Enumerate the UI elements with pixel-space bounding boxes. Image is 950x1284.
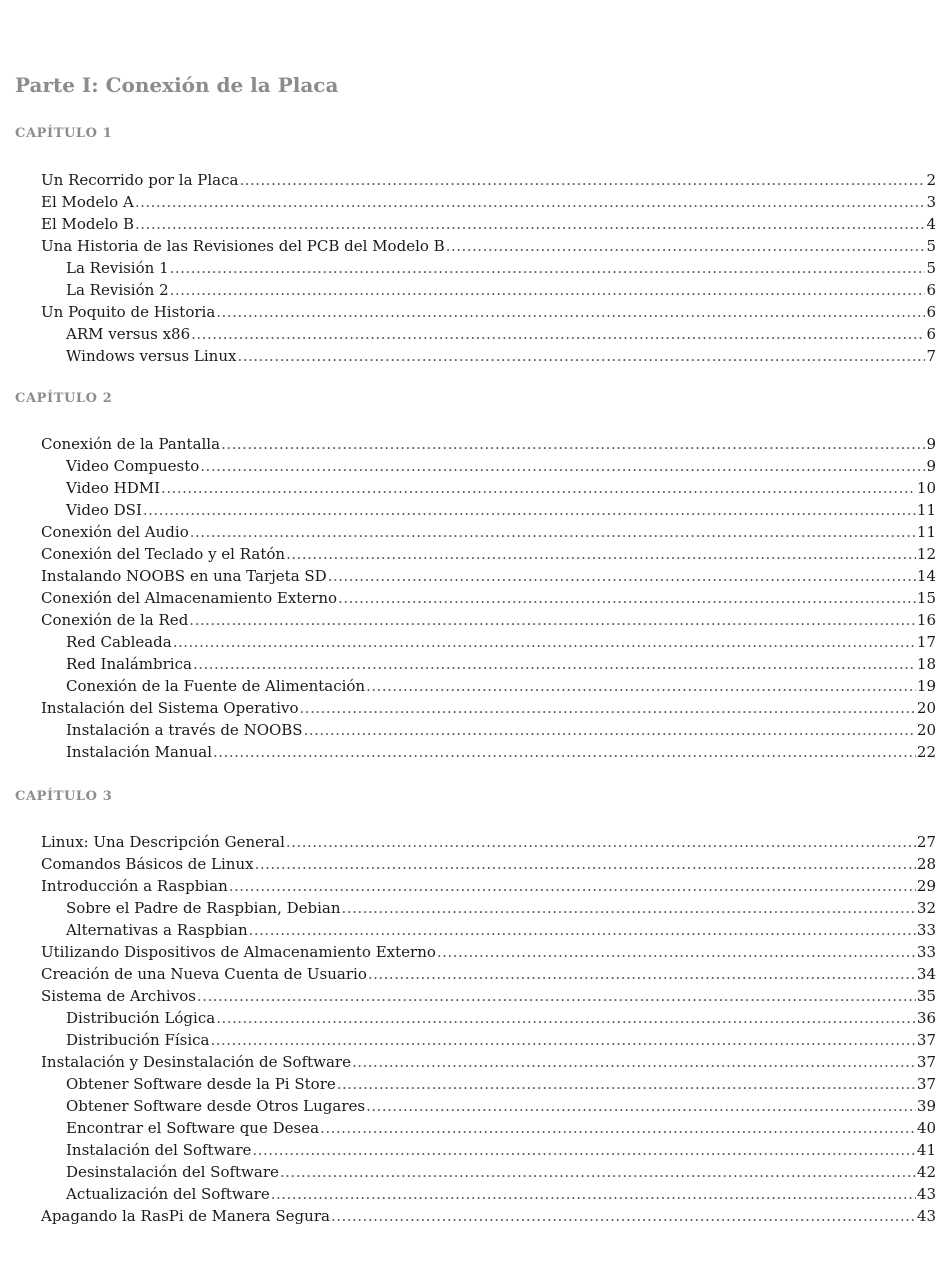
dot-leader bbox=[173, 631, 916, 653]
toc-entry[interactable] bbox=[66, 477, 936, 499]
toc-entry[interactable] bbox=[66, 1139, 936, 1161]
toc-entry-title: Conexión del Audio bbox=[41, 523, 189, 541]
toc-entry-page-number: 6 bbox=[926, 303, 936, 321]
toc-entry-page-number: 16 bbox=[916, 611, 936, 629]
toc-entry[interactable] bbox=[66, 1095, 936, 1117]
toc-entry[interactable] bbox=[41, 169, 936, 191]
toc-entry[interactable] bbox=[66, 1183, 936, 1205]
dot-leader bbox=[255, 853, 916, 875]
toc-entry[interactable] bbox=[41, 985, 936, 1007]
toc-entry-title: Conexión de la Pantalla bbox=[41, 435, 221, 453]
dot-leader bbox=[135, 191, 926, 213]
chapter-3-label: CAPÍTULO 3 bbox=[15, 789, 113, 804]
toc-entry[interactable] bbox=[41, 963, 936, 985]
toc-entry-title: Alternativas a Raspbian bbox=[66, 921, 248, 939]
toc-entry-page-number: 19 bbox=[916, 677, 936, 695]
toc-entry-title: Conexión del Teclado y el Ratón bbox=[41, 545, 286, 563]
toc-entry-title: El Modelo B bbox=[41, 215, 135, 233]
toc-entry-title: Introducción a Raspbian bbox=[41, 877, 228, 895]
toc-entry-title: ARM versus x86 bbox=[66, 325, 191, 343]
toc-entry-page-number: 10 bbox=[916, 479, 936, 497]
toc-entry-title: Video DSI bbox=[66, 501, 142, 519]
toc-entry[interactable] bbox=[66, 279, 936, 301]
dot-leader bbox=[221, 433, 925, 455]
toc-entry-page-number: 4 bbox=[926, 215, 936, 233]
toc-entry-page-number: 37 bbox=[916, 1053, 936, 1071]
dot-leader bbox=[239, 169, 925, 191]
toc-entry[interactable] bbox=[66, 499, 936, 521]
dot-leader bbox=[286, 543, 916, 565]
dot-leader bbox=[366, 675, 916, 697]
toc-entry-page-number: 2 bbox=[926, 171, 936, 189]
toc-entry-page-number: 12 bbox=[916, 545, 936, 563]
dot-leader bbox=[143, 499, 916, 521]
toc-entry[interactable] bbox=[41, 875, 936, 897]
toc-entry-title: Instalación Manual bbox=[66, 743, 213, 761]
dot-leader bbox=[437, 941, 916, 963]
toc-entry[interactable] bbox=[66, 631, 936, 653]
toc-entry[interactable] bbox=[66, 323, 936, 345]
toc-entry-page-number: 11 bbox=[916, 523, 936, 541]
chapter-1-label: CAPÍTULO 1 bbox=[15, 126, 113, 141]
toc-entry-title: Sobre el Padre de Raspbian, Debian bbox=[66, 899, 341, 917]
toc-entry[interactable] bbox=[41, 941, 936, 963]
toc-entry-page-number: 33 bbox=[916, 943, 936, 961]
toc-entry-page-number: 11 bbox=[916, 501, 936, 519]
toc-entry[interactable] bbox=[66, 1007, 936, 1029]
toc-entry-title: La Revisión 1 bbox=[66, 259, 169, 277]
toc-entry-page-number: 3 bbox=[926, 193, 936, 211]
toc-entry-page-number: 5 bbox=[926, 259, 936, 277]
toc-entry-title: Red Cableada bbox=[66, 633, 172, 651]
toc-entry-title: Distribución Física bbox=[66, 1031, 210, 1049]
toc-entry-title: Instalación a través de NOOBS bbox=[66, 721, 303, 739]
dot-leader bbox=[300, 697, 916, 719]
toc-entry-page-number: 36 bbox=[916, 1009, 936, 1027]
dot-leader bbox=[193, 653, 916, 675]
toc-entry-page-number: 41 bbox=[916, 1141, 936, 1159]
toc-entry[interactable] bbox=[41, 831, 936, 853]
dot-leader bbox=[366, 1095, 916, 1117]
toc-entry-page-number: 6 bbox=[926, 281, 936, 299]
toc-entry[interactable] bbox=[41, 543, 936, 565]
dot-leader bbox=[161, 477, 916, 499]
toc-entry[interactable] bbox=[66, 719, 936, 741]
toc-entry-title: Apagando la RasPi de Manera Segura bbox=[41, 1207, 330, 1225]
dot-leader bbox=[304, 719, 916, 741]
toc-entry[interactable] bbox=[66, 675, 936, 697]
dot-leader bbox=[197, 985, 916, 1007]
toc-entry-page-number: 9 bbox=[926, 457, 936, 475]
toc-entry[interactable] bbox=[66, 455, 936, 477]
toc-entry[interactable] bbox=[41, 697, 936, 719]
dot-leader bbox=[249, 919, 916, 941]
toc-entry[interactable] bbox=[66, 919, 936, 941]
dot-leader bbox=[331, 1205, 916, 1227]
toc-entry-title: Video Compuesto bbox=[66, 457, 200, 475]
toc-entry-title: Conexión del Almacenamiento Externo bbox=[41, 589, 338, 607]
dot-leader bbox=[342, 897, 916, 919]
dot-leader bbox=[229, 875, 916, 897]
dot-leader bbox=[320, 1117, 916, 1139]
toc-entry[interactable] bbox=[41, 235, 936, 257]
dot-leader bbox=[286, 831, 916, 853]
toc-entry-page-number: 39 bbox=[916, 1097, 936, 1115]
toc-entry[interactable] bbox=[66, 1073, 936, 1095]
dot-leader bbox=[337, 1073, 916, 1095]
toc-entry-page-number: 7 bbox=[926, 347, 936, 365]
toc-entry-page-number: 32 bbox=[916, 899, 936, 917]
toc-entry-title: Comandos Básicos de Linux bbox=[41, 855, 254, 873]
dot-leader bbox=[200, 455, 925, 477]
dot-leader bbox=[338, 587, 916, 609]
toc-entry-page-number: 17 bbox=[916, 633, 936, 651]
toc-entry[interactable] bbox=[41, 853, 936, 875]
toc-entry[interactable] bbox=[66, 741, 936, 763]
toc-entry-title: Obtener Software desde Otros Lugares bbox=[66, 1097, 366, 1115]
dot-leader bbox=[170, 257, 926, 279]
toc-entry-page-number: 28 bbox=[916, 855, 936, 873]
toc-entry-title: Actualización del Software bbox=[66, 1185, 270, 1203]
toc-entry[interactable] bbox=[41, 1051, 936, 1073]
toc-entry[interactable] bbox=[41, 191, 936, 213]
toc-entry[interactable] bbox=[41, 587, 936, 609]
toc-entry-title: La Revisión 2 bbox=[66, 281, 169, 299]
toc-entry-page-number: 35 bbox=[916, 987, 936, 1005]
toc-entry-page-number: 20 bbox=[916, 721, 936, 739]
toc-entry[interactable] bbox=[41, 433, 936, 455]
toc-entry-title: Conexión de la Fuente de Alimentación bbox=[66, 677, 366, 695]
dot-leader bbox=[213, 741, 916, 763]
toc-entry-title: Sistema de Archivos bbox=[41, 987, 196, 1005]
toc-entry-title: El Modelo A bbox=[41, 193, 134, 211]
toc-entry[interactable] bbox=[66, 257, 936, 279]
toc-entry-title: Una Historia de las Revisiones del PCB del Modelo B bbox=[41, 237, 445, 255]
toc-entry-title: Linux: Una Descripción General bbox=[41, 833, 285, 851]
toc-entry-title: Desinstalación del Software bbox=[66, 1163, 279, 1181]
toc-entry-page-number: 15 bbox=[916, 589, 936, 607]
toc-entry-title: Un Recorrido por la Placa bbox=[41, 171, 239, 189]
part-title: Parte I: Conexión de la Placa bbox=[15, 73, 339, 97]
dot-leader bbox=[446, 235, 926, 257]
toc-entry[interactable] bbox=[41, 213, 936, 235]
toc-entry[interactable] bbox=[66, 345, 936, 367]
toc-entry-page-number: 6 bbox=[926, 325, 936, 343]
toc-entry[interactable] bbox=[41, 301, 936, 323]
dot-leader bbox=[252, 1139, 915, 1161]
dot-leader bbox=[216, 1007, 916, 1029]
toc-entry-page-number: 40 bbox=[916, 1119, 936, 1137]
dot-leader bbox=[210, 1029, 915, 1051]
dot-leader bbox=[328, 565, 916, 587]
toc-entry-title: Creación de una Nueva Cuenta de Usuario bbox=[41, 965, 367, 983]
toc-entry-page-number: 29 bbox=[916, 877, 936, 895]
toc-entry[interactable] bbox=[41, 521, 936, 543]
toc-entry-title: Obtener Software desde la Pi Store bbox=[66, 1075, 336, 1093]
dot-leader bbox=[189, 609, 916, 631]
toc-entry-page-number: 5 bbox=[926, 237, 936, 255]
toc-entry-page-number: 9 bbox=[926, 435, 936, 453]
toc-entry[interactable] bbox=[66, 897, 936, 919]
dot-leader bbox=[135, 213, 925, 235]
dot-leader bbox=[170, 279, 926, 301]
toc-entry-page-number: 37 bbox=[916, 1075, 936, 1093]
toc-entry-title: Instalando NOOBS en una Tarjeta SD bbox=[41, 567, 327, 585]
toc-entry-title: Conexión de la Red bbox=[41, 611, 189, 629]
toc-entry-title: Instalación del Software bbox=[66, 1141, 252, 1159]
toc-entry-page-number: 22 bbox=[916, 743, 936, 761]
toc-entry-page-number: 20 bbox=[916, 699, 936, 717]
dot-leader bbox=[216, 301, 925, 323]
dot-leader bbox=[352, 1051, 916, 1073]
toc-entry-title: Instalación y Desinstalación de Software bbox=[41, 1053, 351, 1071]
toc-entry[interactable] bbox=[66, 653, 936, 675]
dot-leader bbox=[271, 1183, 916, 1205]
toc-entry-page-number: 33 bbox=[916, 921, 936, 939]
toc-entry-page-number: 18 bbox=[916, 655, 936, 673]
dot-leader bbox=[190, 521, 916, 543]
toc-entry-title: Video HDMI bbox=[66, 479, 161, 497]
dot-leader bbox=[280, 1161, 916, 1183]
chapter-2-label: CAPÍTULO 2 bbox=[15, 391, 113, 406]
toc-entry[interactable] bbox=[66, 1029, 936, 1051]
toc-entry-page-number: 43 bbox=[916, 1207, 936, 1225]
toc-entry-page-number: 34 bbox=[916, 965, 936, 983]
dot-leader bbox=[368, 963, 916, 985]
dot-leader bbox=[191, 323, 925, 345]
toc-entry-page-number: 37 bbox=[916, 1031, 936, 1049]
toc-entry[interactable] bbox=[41, 609, 936, 631]
toc-entry[interactable] bbox=[41, 1205, 936, 1227]
toc-entry-page-number: 43 bbox=[916, 1185, 936, 1203]
toc-entry-title: Encontrar el Software que Desea bbox=[66, 1119, 320, 1137]
dot-leader bbox=[237, 345, 925, 367]
toc-entry[interactable] bbox=[66, 1161, 936, 1183]
toc-entry-title: Red Inalámbrica bbox=[66, 655, 192, 673]
toc-entry-title: Distribución Lógica bbox=[66, 1009, 216, 1027]
toc-entry-title: Instalación del Sistema Operativo bbox=[41, 699, 299, 717]
toc-entry-title: Windows versus Linux bbox=[66, 347, 237, 365]
toc-entry[interactable] bbox=[66, 1117, 936, 1139]
toc-entry-page-number: 42 bbox=[916, 1163, 936, 1181]
toc-entry-page-number: 27 bbox=[916, 833, 936, 851]
toc-entry[interactable] bbox=[41, 565, 936, 587]
toc-entry-page-number: 14 bbox=[916, 567, 936, 585]
toc-entry-title: Un Poquito de Historia bbox=[41, 303, 216, 321]
toc-entry-title: Utilizando Dispositivos de Almacenamiento Externo bbox=[41, 943, 436, 961]
